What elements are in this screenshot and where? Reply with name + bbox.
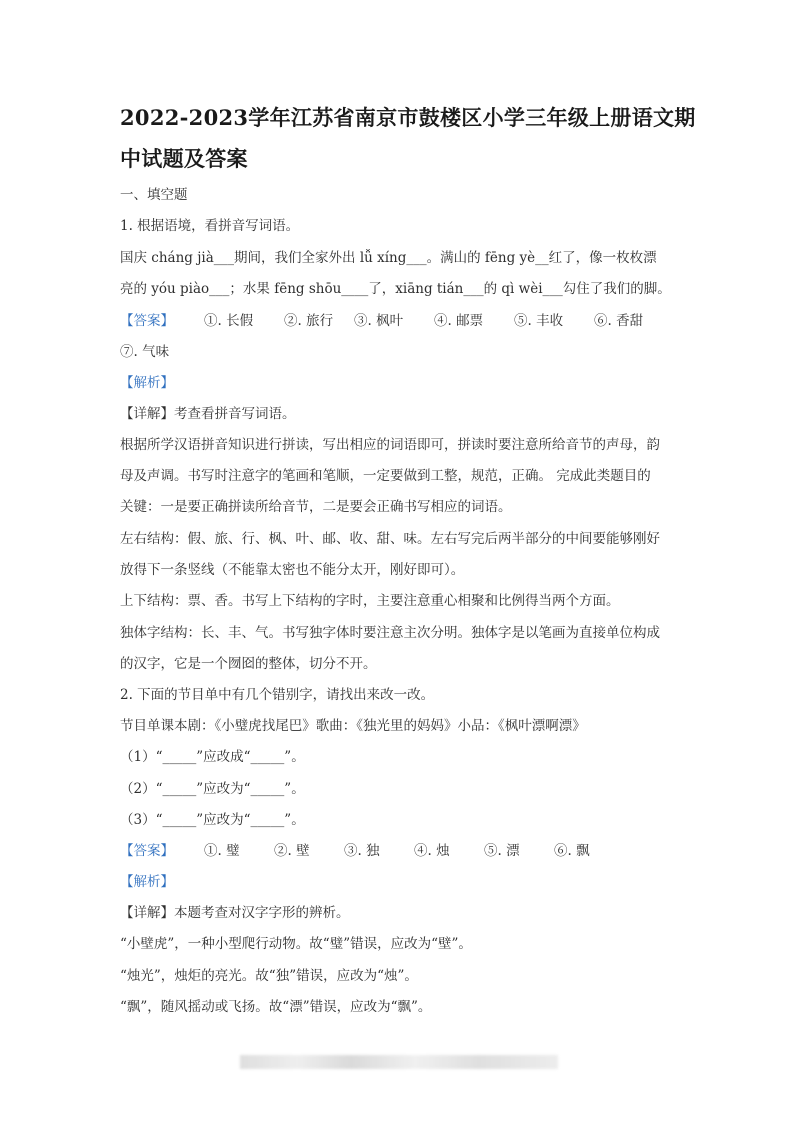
q1-explanation-line3: 关键：一是要正确拼读所给音节，二是要会正确书写相应的词语。 [120,499,512,515]
q1-explanation-line1: 根据所学汉语拼音知识进行拼读，写出相应的词语即可，拼读时要注意所给音节的声母，韵 [120,437,660,453]
q2-answer-2: ②. 壁 [274,843,310,859]
q1-answer-6: ⑥. 香甜 [594,313,644,329]
q1-answer-2: ②. 旅行 [284,313,334,329]
q1-answer-row [120,311,680,331]
q2-item-3: （3）“_____”应改为“_____”。 [120,812,305,828]
q2-answer-4: ④. 烛 [414,843,450,859]
q2-answer-3: ③. 独 [344,843,380,859]
q1-answer-4: ④. 邮票 [434,313,484,329]
q2-item-2: （2）“_____”应改为“_____”。 [120,781,305,797]
detail-text: 考查看拼音写词语。 [174,406,296,422]
q2-explanation-line1: “小壁虎”，一种小型爬行动物。故“璧”错误，应改为“壁”。 [120,936,472,952]
q1-explanation-line8: 的汉字，它是一个囫囵的整体，切分不开。 [120,656,377,672]
q1-explanation-line4: 左右结构：假、旅、行、枫、叶、邮、收、甜、味。左右写完后两半部分的中间要能够刚好 [120,531,660,547]
q1-answer-1: ①. 长假 [204,313,254,329]
document-title-line1: 2022-2023学年江苏省南京市鼓楼区小学三年级上册语文期 [120,105,696,130]
detail-tag: 【详解】 [120,905,174,921]
detail-text: 本题考查对汉字字形的辨析。 [174,905,350,921]
q1-analysis-tag: 【解析】 [120,375,174,391]
q1-text-line1: 国庆 cháng jià___期间，我们全家外出 lǚ xíng___。满山的 fēng yè__红了，像一枚枚漂 [120,250,657,266]
q2-detail [120,903,676,923]
detail-tag: 【详解】 [120,406,174,422]
q2-answer-row [120,841,680,861]
document-title-line2: 中试题及答案 [120,146,248,171]
q2-stem: 2. 下面的节目单中有几个错别字，请找出来改一改。 [120,687,435,703]
q1-explanation-line5: 放得下一条竖线（不能靠太密也不能分太开，刚好即可）。 [120,562,465,578]
q1-explanation-line2: 母及声调。书写时注意字的笔画和笔顺，一定要做到工整，规范，正确。 完成此类题目的 [120,468,651,484]
q1-text-line2: 亮的 yóu piào___；水果 fēng shōu____了，xiāng tián___的 qì wèi___勾住了我们的脚。 [120,281,671,297]
section-heading: 一、填空题 [120,187,188,203]
q1-answer-5: ⑤. 丰收 [514,313,564,329]
answer-tag: 【答案】 [120,843,174,859]
q2-answer-6: ⑥. 飘 [554,843,590,859]
q1-detail [120,404,676,424]
q2-answer-5: ⑤. 漂 [484,843,520,859]
q2-explanation-line2: “烛光”，烛炬的亮光。故“独”错误，应改为“烛”。 [120,968,418,984]
q1-answer-7: ⑦. 气味 [120,344,170,360]
q2-answer-1: ①. 璧 [204,843,240,859]
q1-explanation-line7: 独体字结构：长、丰、气。书写独字体时要注意主次分明。独体字是以笔画为直接单位构成 [120,625,660,641]
q1-explanation-line6: 上下结构：票、香。书写上下结构的字时，主要注意重心相聚和比例得当两个方面。 [120,593,620,609]
q2-item-1: （1）“_____”应改成“_____”。 [120,749,305,765]
q2-program: 节目单课本剧：《小璧虎找尾巴》歌曲：《独光里的妈妈》小品：《枫叶漂啊漂》 [120,718,586,734]
answer-tag: 【答案】 [120,313,174,329]
q2-analysis-tag: 【解析】 [120,874,174,890]
q1-stem: 1. 根据语境，看拼音写词语。 [120,218,300,234]
q2-explanation-line3: “飘”，随风摇动或飞扬。故“漂”错误，应改为“飘”。 [120,999,432,1015]
q1-answer-3: ③. 枫叶 [354,313,404,329]
blurred-footer-watermark [240,1055,558,1069]
